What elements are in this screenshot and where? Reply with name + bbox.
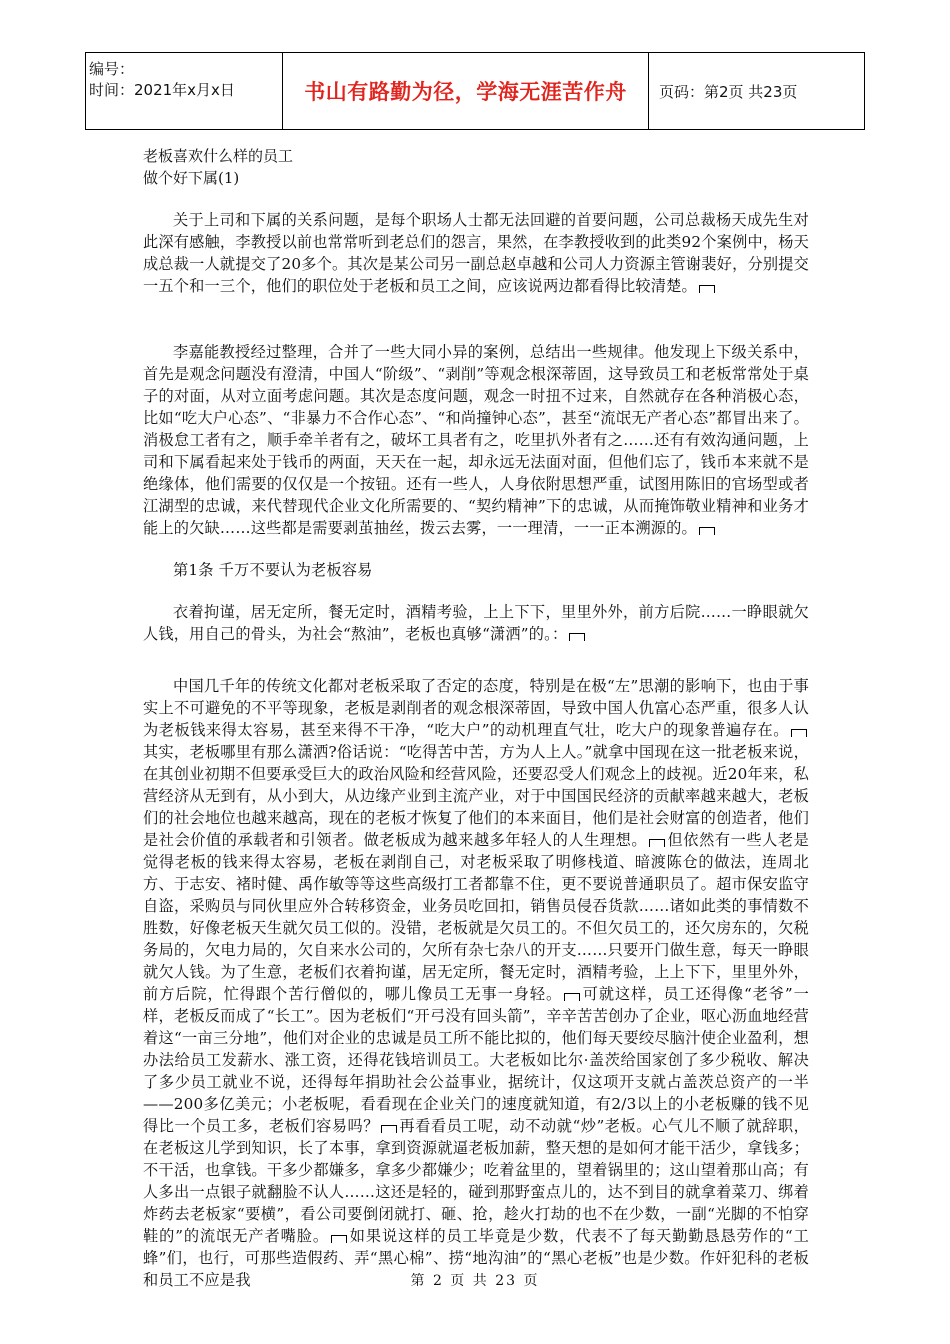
page-header [85, 52, 865, 130]
document-body [143, 145, 809, 1291]
paragraph-mark-icon [699, 527, 715, 535]
header-motto-cell [283, 53, 649, 129]
section-heading: 第1条 千万不要认为老板容易 [173, 561, 373, 579]
paragraph-mark-icon [699, 285, 715, 293]
paragraph-mark-icon [569, 633, 585, 641]
paragraph-mark-icon [564, 993, 580, 1001]
paragraph-mark-icon [649, 839, 665, 847]
document-date: 时间：2021年x月x日 [89, 81, 235, 99]
paragraph-4f-text: 如果说这样的员工毕竟是少数，代表不了每天勤勤恳恳劳作的“工蜂”们，也行，可那些造假药、弄“黑心棉”、捞“地沟油”的“黑心老板”也是少数。作奸犯科的老板和员工不应是我 [143, 1227, 809, 1289]
article-subtitle: 做个好下属(1) [143, 169, 240, 187]
paragraph-3-text: 衣着拘谨，居无定所，餐无定时，酒精考验，上上下下，里里外外，前方后院……一睁眼就欠人钱，用自己的骨头，为社会“熬油”，老板也真够“潇洒”的。： [143, 603, 809, 643]
paragraph-1 [143, 209, 809, 297]
paragraph-2 [143, 341, 809, 539]
document-number: 编号： [89, 60, 135, 78]
paragraph-3 [143, 601, 809, 645]
paragraph-1-text: 关于上司和下属的关系问题，是每个职场人士都无法回避的首要问题，公司总裁杨天成先生对此深有感触，李教授以前也常常听到老总们的怨言，果然，在李教授收到的此类92个案例中，杨天成总裁一人就提交了20多个。其次是某公司另一副总赵卓越和公司人力资源主管谢裴好，分别提交一五个和一三个，他们的职位处于老板和员工之间，应该说两边都看得比较清楚。 [143, 211, 810, 295]
page-footer: 第 2 页 共 23 页 [410, 1273, 540, 1289]
paragraph-4e-text: 再看看员工呢，动不动就“炒”老板。心气儿不顺了就辞职，在老板这儿学到知识，长了本事，拿到资源就逼老板加薪，整天想的是如何才能干活少，拿钱多；不干活，也拿钱。干多少都嫌多，拿多少都嫌少；吃着盆里的，望着锅里的；这山望着那山高；有人多出一点银子就翻脸不认人……这还是轻的，碰到那野蛮点儿的，达不到目的就拿着菜刀、绑着炸药去老板家“要横”，看公司要倒闭就打、砸、抢，趁火打劫的也不在少数，一副“光脚的不怕穿鞋的”的流氓无产者嘴脸。 [143, 1117, 809, 1245]
header-page-number: 页码：第2页 共23页 [659, 82, 798, 101]
paragraph-mark-icon [381, 1125, 397, 1133]
header-meta [86, 53, 283, 129]
paragraph-4b-text: 其实，老板哪里有那么潇洒?俗话说：“吃得苦中苦，方为人上人。”就拿中国现在这一批老板来说，在其创业初期不但要承受巨大的政治风险和经营风险，还要忍受人们观念上的歧视。近20年来，私营经济从无到有，从小到大，从边缘产业到主流产业，对于中国国民经济的贡献率越来越大，老板们的社会地位也越来越高，现在的老板才恢复了他们的本来面目，他们是社会财富的创造者，他们是社会价值的承载者和引领者。做老板成为越来越多年轻人的人生理想。 [143, 743, 810, 849]
paragraph-2-text: 李嘉能教授经过整理，合并了一些大同小异的案例，总结出一些规律。他发现上下级关系中，首先是观念问题没有澄清，中国人“阶级”、“剥削”等观念根深蒂固，这导致员工和老板常常处于桌子的对面，从对立面考虑问题。其次是态度问题，观念一时扭不过来，自然就存在各种消极心态，比如“吃大户心态”、“非暴力不合作心态”、“和尚撞钟心态”，甚至“流氓无产者心态”都冒出来了。消极怠工者有之，顺手牵羊者有之，破坏工具者有之，吃里扒外者有之……还有有效沟通问题，上司和下属看起来处于钱币的两面，天天在一起，却永远无法面对面，但他们忘了，钱币本来就不是绝缘体，他们需要的仅仅是一个按钮。还有一些人，人身依附思想严重，试图用陈旧的官场型或者江湖型的忠诚，来代替现代企业文化所需要的、“契约精神”下的忠诚，从而掩饰敬业精神和业务才能上的欠缺……这些都是需要剥茧抽丝，拨云去雾，一一理清，一一正本溯源的。 [143, 343, 809, 537]
paragraph-4a-text: 中国几千年的传统文化都对老板采取了否定的态度，特别是在极“左”思潮的影响下，也由于事实上不可避免的不平等现象，老板是剥削者的观念根深蒂固，导致中国人仇富心态严重，很多人认为老板钱来得太容易，甚至来得不干净，“吃大户”的动机理直气壮，吃大户的现象普遍存在。 [143, 677, 809, 739]
header-page-cell [649, 53, 864, 129]
paragraph-4d-text: 可就这样，员工还得像“老爷”一样，老板反而成了“长工”。因为老板们“开弓没有回头箭”，辛辛苦苦创办了企业，呕心沥血地经营着这“一亩三分地”，他们对企业的忠诚是员工所不能比拟的，他们每天要绞尽脑汁使企业盈利，想办法给员工发薪水、涨工资，还得花钱培训员工。大老板如比尔·盖茨给国家创了多少税收、解决了多少员工就业不说，还得每年捐助社会公益事业，据统计，仅这项开支就占盖茨总资产的一半——200多亿美元；小老板呢，看看现在企业关门的速度就知道，有2/3以上的小老板赚的钱不见得比一个员工多，老板们容易吗？ [143, 985, 810, 1135]
paragraph-4 [143, 675, 809, 1291]
paragraph-mark-icon [791, 729, 807, 737]
paragraph-4c-text: 但依然有一些人老是觉得老板的钱来得太容易，老板在剥削自己，对老板采取了明修栈道、暗渡陈仓的做法，连周北方、于志安、褚时健、禹作敏等等这些高级打工者都靠不住，更不要说普通职员了。超市保安监守自盗，采购员与同伙里应外合转移资金，业务员吃回扣，销售员侵吞货款……诸如此类的事情数不胜数，好像老板天生就欠员工似的。没错，老板就是欠员工的。不但欠员工的，还欠房东的，欠税务局的，欠电力局的，欠自来水公司的，欠所有杂七杂八的开支……只要开门做生意，每天一睁眼就欠人钱。为了生意，老板们衣着拘谨，居无定所，餐无定时，酒精考验，上上下下，里里外外，前方后院，忙得跟个苦行僧似的，哪儿像员工无事一身轻。 [143, 831, 809, 1003]
article-title: 老板喜欢什么样的员工 [143, 147, 294, 165]
paragraph-mark-icon [331, 1235, 347, 1243]
header-motto: 书山有路勤为径，学海无涯苦作舟 [304, 80, 627, 104]
